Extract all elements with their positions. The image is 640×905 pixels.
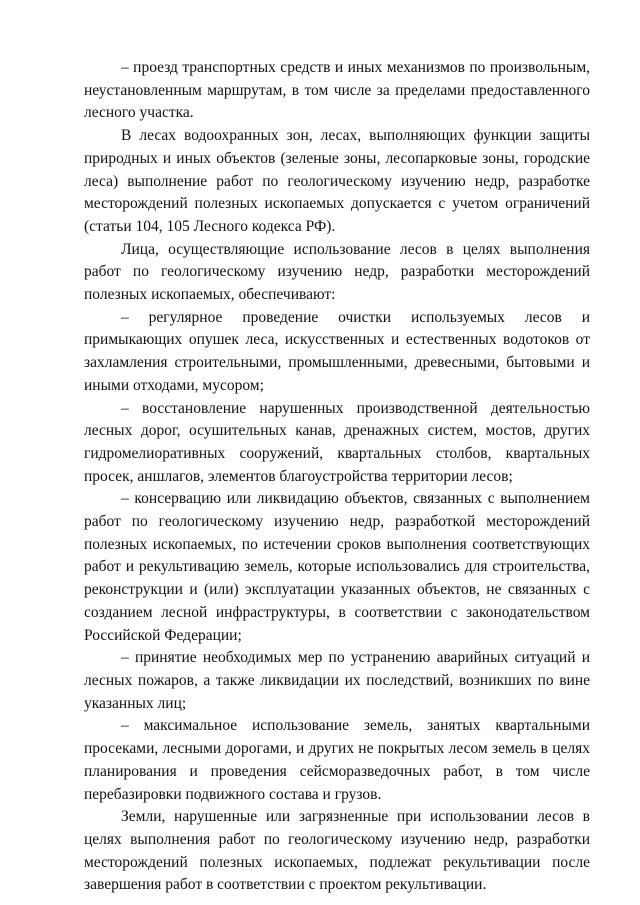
paragraph-land-use-obligation: – максимальное использование земель, занятых квартальными просеками, лесными дорогами, и других не покрытых лесом земель в целях планирования и проведения сейсморазведочных работ, в том числе перебазировки подвижного состава и грузов. (84, 717, 590, 803)
paragraph-restoration-obligation: – восстановление нарушенных производственной деятельностью лесных дорог, осушительных канав, дренажных систем, мостов, других гидромелиоративных сооружений, квартальных столбов, квартальных просек, аншлагов, элементов благоустройства территории лесов; (84, 399, 590, 485)
document-page (84, 57, 590, 897)
paragraph-obligations-intro: Лица, осуществляющие использование лесов в целях выполнения работ по геологическому изучению недр, разработки месторождений полезных ископаемых, обеспечивают: (84, 240, 590, 304)
paragraph-water-protection-zones: В лесах водоохранных зон, лесах, выполняющих функции защиты природных и иных объектов (зеленые зоны, лесопарковые зоны, городские леса) выполнение работ по геологическому изучению недр, разработке месторождений полезных ископаемых допускается с учетом ограничений (статьи 104, 105 Лесного кодекса РФ). (84, 127, 590, 235)
paragraph-cleaning-obligation: – регулярное проведение очистки используемых лесов и примыкающих опушек леса, искусственных и естественных водотоков от захламления строительными, промышленными, древесными, бытовыми и иными отходами, мусором; (84, 308, 590, 394)
paragraph-recultivation: Земли, нарушенные или загрязненные при использовании лесов в целях выполнения работ по геологическому изучению недр, разработки месторождений полезных ископаемых, подлежат рекультивации после завершения работ в соответствии с проектом рекультивации. (84, 808, 590, 894)
paragraph-emergency-obligation: – принятие необходимых мер по устранению аварийных ситуаций и лесных пожаров, а также ликвидации их последствий, возникших по вине указанных лиц; (84, 649, 590, 712)
paragraph-transport-restriction: – проезд транспортных средств и иных механизмов по произвольным, неустановленным маршрутам, в том числе за пределами предоставленного лесного участка. (84, 59, 590, 122)
paragraph-conservation-obligation: – консервацию или ликвидацию объектов, связанных с выполнением работ по геологическому изучению недр, разработкой месторождений полезных ископаемых, по истечении сроков выполнения соответствующих работ и рекультивацию земель, которые использовались для строительства, реконструкции и (или) эксплуатации указанных объектов, не связанных с созданием лесной инфраструктуры, в соответствии с законодательством Российской Федерации; (84, 490, 590, 644)
